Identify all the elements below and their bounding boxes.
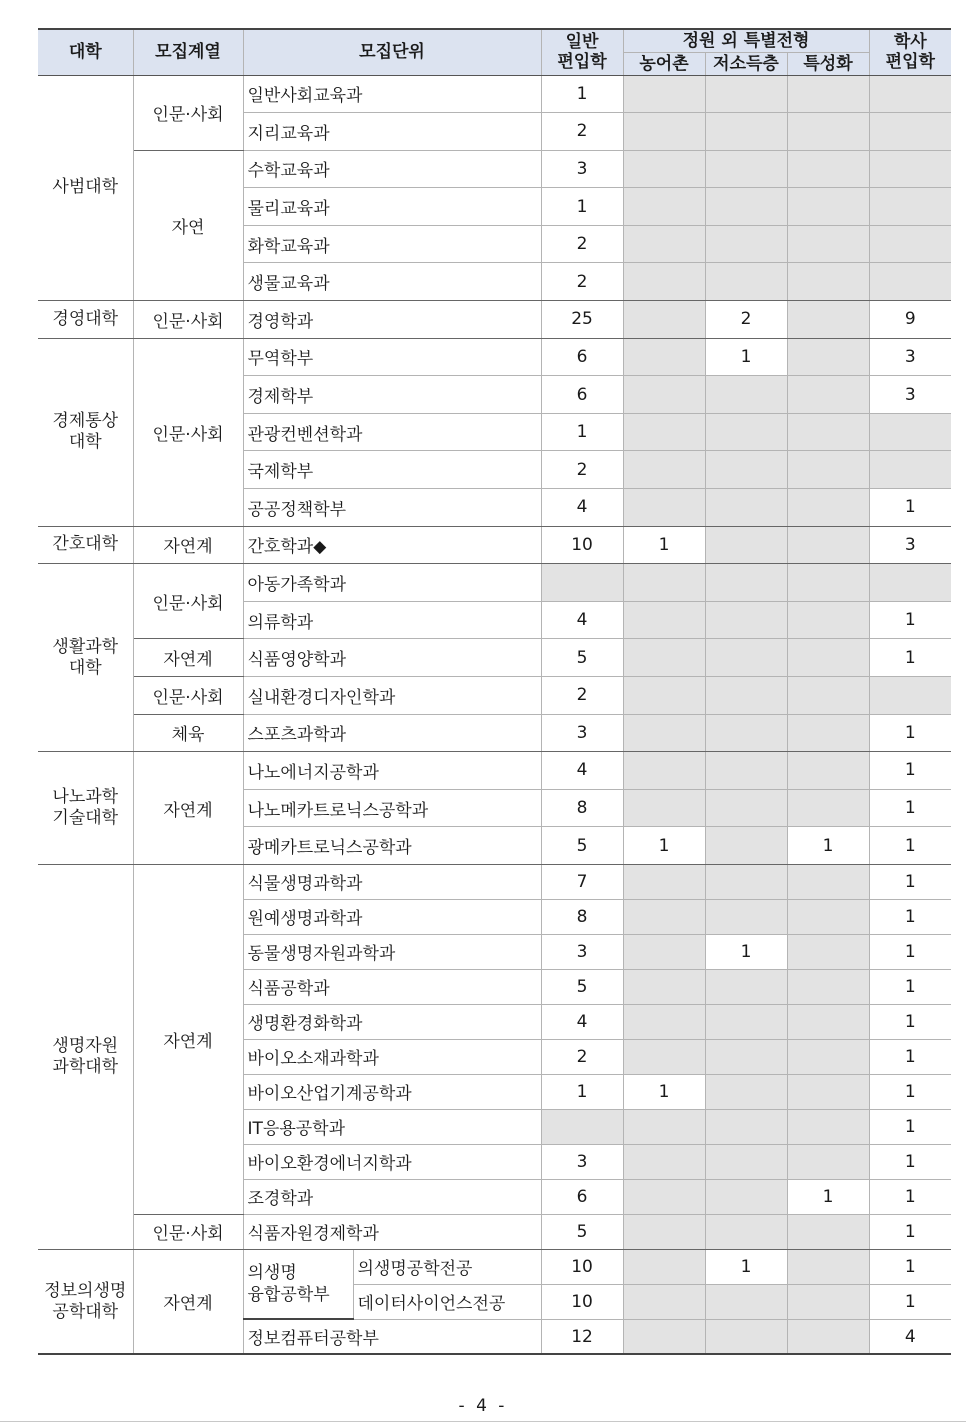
general-cell: 4: [541, 752, 623, 790]
specialized-cell: [787, 1074, 869, 1109]
specialized-cell: [787, 969, 869, 1004]
department-cell: 간호학과◆: [243, 526, 541, 564]
general-cell: 6: [541, 1179, 623, 1214]
bachelor-cell: 1: [869, 934, 951, 969]
header-field: 모집계열: [133, 29, 243, 75]
specialized-cell: [787, 1109, 869, 1144]
major-cell: 데이터사이언스전공: [353, 1284, 541, 1319]
general-cell: 5: [541, 827, 623, 865]
bachelor-cell: [869, 113, 951, 151]
field-cell: 자연계: [133, 752, 243, 865]
general-cell: 1: [541, 1074, 623, 1109]
header-college: 대학: [38, 29, 133, 75]
department-cell: 동물생명자원과학과: [243, 934, 541, 969]
table-row: [38, 639, 951, 677]
major-cell: 의생명공학전공: [353, 1249, 541, 1284]
lowincome-cell: 1: [705, 338, 787, 376]
department-cell: 관광컨벤션학과: [243, 413, 541, 451]
farm-cell: [623, 1144, 705, 1179]
specialized-cell: [787, 1214, 869, 1249]
bachelor-cell: 1: [869, 969, 951, 1004]
bachelor-cell: 1: [869, 1179, 951, 1214]
bachelor-cell: 4: [869, 1319, 951, 1354]
farm-cell: [623, 150, 705, 188]
lowincome-cell: [705, 752, 787, 790]
department-cell: 공공정책학부: [243, 489, 541, 527]
department-cell: 의생명 융합공학부: [243, 1249, 353, 1319]
farm-cell: [623, 677, 705, 715]
specialized-cell: [787, 714, 869, 752]
department-cell: 식품자원경제학과: [243, 1214, 541, 1249]
field-cell: 자연: [133, 150, 243, 300]
farm-cell: [623, 338, 705, 376]
farm-cell: [623, 188, 705, 226]
lowincome-cell: [705, 150, 787, 188]
college-group: [38, 1249, 951, 1354]
department-cell: 식물생명과학과: [243, 864, 541, 899]
general-cell: 3: [541, 150, 623, 188]
specialized-cell: [787, 934, 869, 969]
bachelor-cell: [869, 564, 951, 602]
lowincome-cell: [705, 413, 787, 451]
bachelor-cell: 1: [869, 489, 951, 527]
specialized-cell: [787, 601, 869, 639]
field-cell: 인문·사회: [133, 564, 243, 639]
specialized-cell: [787, 1249, 869, 1284]
bachelor-cell: 1: [869, 827, 951, 865]
lowincome-cell: [705, 1284, 787, 1319]
field-cell: 인문·사회: [133, 677, 243, 715]
farm-cell: [623, 1249, 705, 1284]
specialized-cell: [787, 899, 869, 934]
department-cell: 실내환경디자인학과: [243, 677, 541, 715]
specialized-cell: [787, 301, 869, 339]
department-cell: 지리교육과: [243, 113, 541, 151]
general-cell: 5: [541, 1214, 623, 1249]
general-cell: 2: [541, 225, 623, 263]
bachelor-cell: 1: [869, 1109, 951, 1144]
lowincome-cell: [705, 864, 787, 899]
table-row: [38, 564, 951, 602]
specialized-cell: [787, 526, 869, 564]
farm-cell: 1: [623, 827, 705, 865]
specialized-cell: [787, 338, 869, 376]
department-cell: 생명환경화학과: [243, 1004, 541, 1039]
bachelor-cell: [869, 188, 951, 226]
farm-cell: [623, 489, 705, 527]
general-cell: 8: [541, 789, 623, 827]
lowincome-cell: [705, 564, 787, 602]
lowincome-cell: [705, 1214, 787, 1249]
specialized-cell: [787, 113, 869, 151]
page-number: - 4 -: [458, 1396, 508, 1416]
general-cell: 7: [541, 864, 623, 899]
specialized-cell: [787, 150, 869, 188]
department-cell: 물리교육과: [243, 188, 541, 226]
general-cell: 2: [541, 677, 623, 715]
college-group: [38, 526, 951, 564]
lowincome-cell: [705, 1179, 787, 1214]
lowincome-cell: [705, 714, 787, 752]
department-cell: 나노메카트로닉스공학과: [243, 789, 541, 827]
specialized-cell: [787, 1284, 869, 1319]
field-cell: 자연계: [133, 1249, 243, 1354]
table-row: [38, 1214, 951, 1249]
farm-cell: [623, 1039, 705, 1074]
lowincome-cell: [705, 1319, 787, 1354]
specialized-cell: [787, 413, 869, 451]
field-cell: 인문·사회: [133, 1214, 243, 1249]
general-cell: 3: [541, 714, 623, 752]
bachelor-cell: 1: [869, 1249, 951, 1284]
bachelor-cell: 1: [869, 1074, 951, 1109]
specialized-cell: [787, 639, 869, 677]
farm-cell: [623, 1319, 705, 1354]
field-cell: 인문·사회: [133, 75, 243, 150]
bachelor-cell: [869, 75, 951, 113]
farm-cell: [623, 1284, 705, 1319]
specialized-cell: [787, 1319, 869, 1354]
table-row: [38, 301, 951, 339]
college-group: [38, 338, 951, 526]
table-row: [38, 677, 951, 715]
farm-cell: [623, 934, 705, 969]
department-cell: 아동가족학과: [243, 564, 541, 602]
bachelor-cell: 1: [869, 789, 951, 827]
table-row: [38, 150, 951, 188]
bottom-divider: [0, 1421, 966, 1422]
bachelor-cell: 1: [869, 601, 951, 639]
department-cell: 생물교육과: [243, 263, 541, 301]
lowincome-cell: 2: [705, 301, 787, 339]
lowincome-cell: [705, 113, 787, 151]
header-lowincome: 저소득층: [705, 52, 787, 75]
general-cell: 5: [541, 639, 623, 677]
college-name: 나노과학 기술대학: [38, 752, 133, 865]
bachelor-cell: 1: [869, 1284, 951, 1319]
bachelor-cell: [869, 413, 951, 451]
bachelor-cell: [869, 150, 951, 188]
department-cell: 경영학과: [243, 301, 541, 339]
farm-cell: [623, 564, 705, 602]
farm-cell: [623, 113, 705, 151]
header-unit: 모집단위: [243, 29, 541, 75]
farm-cell: [623, 1004, 705, 1039]
bachelor-cell: 1: [869, 752, 951, 790]
specialized-cell: [787, 451, 869, 489]
lowincome-cell: [705, 526, 787, 564]
department-cell: 광메카트로닉스공학과: [243, 827, 541, 865]
department-cell: 원예생명과학과: [243, 899, 541, 934]
general-cell: 6: [541, 338, 623, 376]
farm-cell: [623, 969, 705, 1004]
specialized-cell: [787, 789, 869, 827]
college-name: 사범대학: [38, 75, 133, 301]
bachelor-cell: [869, 451, 951, 489]
lowincome-cell: [705, 899, 787, 934]
bachelor-cell: 3: [869, 376, 951, 414]
table-row: [38, 864, 951, 899]
header-farm: 농어촌: [623, 52, 705, 75]
bachelor-cell: 9: [869, 301, 951, 339]
department-cell: 수학교육과: [243, 150, 541, 188]
table-row: [38, 338, 951, 376]
lowincome-cell: [705, 969, 787, 1004]
department-cell: 나노에너지공학과: [243, 752, 541, 790]
general-cell: 1: [541, 75, 623, 113]
lowincome-cell: [705, 1074, 787, 1109]
farm-cell: [623, 864, 705, 899]
farm-cell: [623, 899, 705, 934]
farm-cell: 1: [623, 1074, 705, 1109]
farm-cell: [623, 1179, 705, 1214]
general-cell: 1: [541, 413, 623, 451]
general-cell: 3: [541, 934, 623, 969]
table-row: [38, 714, 951, 752]
college-group: [38, 864, 951, 1249]
header-bachelor-transfer: 학사 편입학: [869, 29, 951, 75]
department-cell: 국제학부: [243, 451, 541, 489]
specialized-cell: [787, 188, 869, 226]
lowincome-cell: [705, 1004, 787, 1039]
header-general-transfer: 일반 편입학: [541, 29, 623, 75]
department-cell: 바이오환경에너지학과: [243, 1144, 541, 1179]
general-cell: 2: [541, 451, 623, 489]
field-cell: 체육: [133, 714, 243, 752]
farm-cell: [623, 639, 705, 677]
department-cell: 경제학부: [243, 376, 541, 414]
bachelor-cell: 1: [869, 639, 951, 677]
college-name: 경제통상 대학: [38, 338, 133, 526]
field-cell: 인문·사회: [133, 338, 243, 526]
lowincome-cell: [705, 75, 787, 113]
header-specialized: 특성화: [787, 52, 869, 75]
general-cell: 4: [541, 1004, 623, 1039]
general-cell: 10: [541, 1284, 623, 1319]
department-cell: 무역학부: [243, 338, 541, 376]
general-cell: 8: [541, 899, 623, 934]
lowincome-cell: 1: [705, 934, 787, 969]
general-cell: 2: [541, 263, 623, 301]
college-name: 경영대학: [38, 301, 133, 339]
field-cell: 자연계: [133, 864, 243, 1214]
department-cell: 의류학과: [243, 601, 541, 639]
header-special-admission: 정원 외 특별전형: [623, 29, 869, 52]
specialized-cell: [787, 564, 869, 602]
specialized-cell: [787, 75, 869, 113]
bachelor-cell: 3: [869, 338, 951, 376]
college-group: [38, 75, 951, 301]
college-group: [38, 301, 951, 339]
college-name: 생활과학 대학: [38, 564, 133, 752]
college-name: 간호대학: [38, 526, 133, 564]
farm-cell: [623, 301, 705, 339]
bachelor-cell: 1: [869, 1039, 951, 1074]
bachelor-cell: 1: [869, 1214, 951, 1249]
general-cell: 2: [541, 1039, 623, 1074]
farm-cell: [623, 1214, 705, 1249]
college-group: [38, 564, 951, 752]
department-cell: 바이오소재과학과: [243, 1039, 541, 1074]
lowincome-cell: [705, 451, 787, 489]
specialized-cell: [787, 225, 869, 263]
general-cell: 5: [541, 969, 623, 1004]
lowincome-cell: [705, 1144, 787, 1179]
department-cell: 화학교육과: [243, 225, 541, 263]
lowincome-cell: 1: [705, 1249, 787, 1284]
department-cell: 일반사회교육과: [243, 75, 541, 113]
bachelor-cell: [869, 677, 951, 715]
department-cell: 식품영양학과: [243, 639, 541, 677]
lowincome-cell: [705, 225, 787, 263]
farm-cell: [623, 789, 705, 827]
specialized-cell: [787, 1004, 869, 1039]
field-cell: 인문·사회: [133, 301, 243, 339]
admission-quota-table: [38, 28, 951, 1355]
farm-cell: 1: [623, 526, 705, 564]
specialized-cell: [787, 864, 869, 899]
farm-cell: [623, 225, 705, 263]
department-cell: 스포츠과학과: [243, 714, 541, 752]
general-cell: 10: [541, 1249, 623, 1284]
college-name: 정보의생명 공학대학: [38, 1249, 133, 1354]
bachelor-cell: 1: [869, 714, 951, 752]
table-header: [38, 29, 951, 75]
department-cell: 식품공학과: [243, 969, 541, 1004]
general-cell: 4: [541, 489, 623, 527]
bachelor-cell: 1: [869, 864, 951, 899]
general-cell: 2: [541, 113, 623, 151]
department-cell: 정보컴퓨터공학부: [243, 1319, 541, 1354]
farm-cell: [623, 263, 705, 301]
specialized-cell: [787, 1039, 869, 1074]
general-cell: [541, 1109, 623, 1144]
farm-cell: [623, 752, 705, 790]
bachelor-cell: [869, 263, 951, 301]
specialized-cell: [787, 263, 869, 301]
table-row: [38, 75, 951, 113]
general-cell: 4: [541, 601, 623, 639]
specialized-cell: [787, 752, 869, 790]
specialized-cell: [787, 489, 869, 527]
general-cell: 25: [541, 301, 623, 339]
specialized-cell: 1: [787, 827, 869, 865]
bachelor-cell: 1: [869, 1004, 951, 1039]
college-name: 생명자원 과학대학: [38, 864, 133, 1249]
lowincome-cell: [705, 789, 787, 827]
general-cell: 6: [541, 376, 623, 414]
bachelor-cell: 1: [869, 899, 951, 934]
lowincome-cell: [705, 489, 787, 527]
general-cell: 1: [541, 188, 623, 226]
farm-cell: [623, 451, 705, 489]
specialized-cell: [787, 376, 869, 414]
specialized-cell: 1: [787, 1179, 869, 1214]
lowincome-cell: [705, 601, 787, 639]
field-cell: 자연계: [133, 526, 243, 564]
lowincome-cell: [705, 827, 787, 865]
lowincome-cell: [705, 639, 787, 677]
lowincome-cell: [705, 376, 787, 414]
table-row: [38, 752, 951, 790]
lowincome-cell: [705, 188, 787, 226]
bachelor-cell: 1: [869, 1144, 951, 1179]
lowincome-cell: [705, 263, 787, 301]
bachelor-cell: [869, 225, 951, 263]
farm-cell: [623, 413, 705, 451]
general-cell: 3: [541, 1144, 623, 1179]
bachelor-cell: 3: [869, 526, 951, 564]
general-cell: 12: [541, 1319, 623, 1354]
farm-cell: [623, 75, 705, 113]
specialized-cell: [787, 677, 869, 715]
college-group: [38, 752, 951, 865]
lowincome-cell: [705, 1109, 787, 1144]
lowincome-cell: [705, 1039, 787, 1074]
general-cell: 10: [541, 526, 623, 564]
field-cell: 자연계: [133, 639, 243, 677]
department-cell: 조경학과: [243, 1179, 541, 1214]
table-row: [38, 526, 951, 564]
farm-cell: [623, 1109, 705, 1144]
farm-cell: [623, 714, 705, 752]
general-cell: [541, 564, 623, 602]
table-row: [38, 1249, 951, 1284]
department-cell: 바이오산업기계공학과: [243, 1074, 541, 1109]
lowincome-cell: [705, 677, 787, 715]
farm-cell: [623, 601, 705, 639]
farm-cell: [623, 376, 705, 414]
specialized-cell: [787, 1144, 869, 1179]
department-cell: IT응용공학과: [243, 1109, 541, 1144]
